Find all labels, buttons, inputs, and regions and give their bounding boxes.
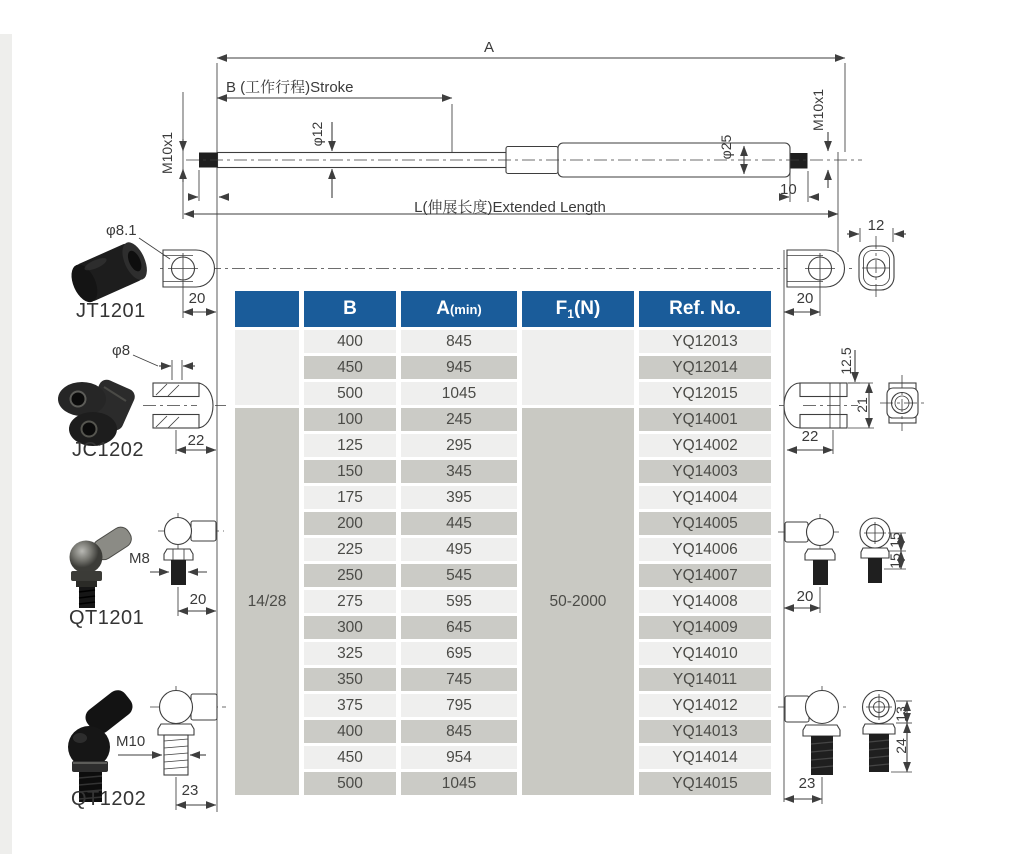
jt1201-dim-20-right: 20 bbox=[796, 290, 814, 307]
qt1202-dim-23-right: 23 bbox=[798, 775, 816, 792]
dim-a-label: A bbox=[484, 39, 495, 56]
cell-ref: YQ14014 bbox=[639, 746, 771, 769]
col-header-2: A(min) bbox=[401, 291, 517, 327]
col-header-3: $F_1(N)$ bbox=[522, 291, 634, 327]
cell-amin: 245 bbox=[401, 408, 517, 431]
dim-m10x1-right-label: M10x1 bbox=[810, 88, 826, 132]
cell-ref: YQ14006 bbox=[639, 538, 771, 561]
cell-b: 400 bbox=[304, 720, 396, 743]
jc1202-left-drawing bbox=[133, 355, 226, 454]
dim-phi25-label: φ25 bbox=[718, 134, 734, 160]
dim-extended-length-label: L(伸展长度)Extended Length bbox=[414, 199, 606, 216]
qt1201-dim-15-b: 15 bbox=[887, 553, 903, 569]
cell-b: 500 bbox=[304, 382, 396, 405]
cell-ref: YQ12013 bbox=[639, 330, 771, 353]
cell-ref: YQ14010 bbox=[639, 642, 771, 665]
cell-ref: YQ14012 bbox=[639, 694, 771, 717]
cell-ref: YQ14013 bbox=[639, 720, 771, 743]
cell-amin: 945 bbox=[401, 356, 517, 379]
col-header-0 bbox=[235, 291, 299, 327]
f1-cell bbox=[522, 330, 634, 405]
col-header-1: B bbox=[304, 291, 396, 327]
table-row bbox=[235, 642, 771, 665]
table-row bbox=[235, 564, 771, 587]
cell-ref: YQ14005 bbox=[639, 512, 771, 535]
jc1202-dim-22-left: 22 bbox=[187, 432, 205, 449]
spec-table-body bbox=[235, 330, 771, 795]
dim-phi81-label: φ8.1 bbox=[106, 222, 137, 239]
table-row bbox=[235, 434, 771, 457]
cell-b: 450 bbox=[304, 746, 396, 769]
table-row bbox=[235, 720, 771, 743]
cell-ref: YQ14007 bbox=[639, 564, 771, 587]
cell-ref: YQ14001 bbox=[639, 408, 771, 431]
table-row bbox=[235, 330, 771, 353]
qt1201-dim-20-right: 20 bbox=[796, 588, 814, 605]
cell-b: 300 bbox=[304, 616, 396, 639]
qt1201-dim-15-a: 15 bbox=[887, 532, 903, 548]
cell-amin: 495 bbox=[401, 538, 517, 561]
cell-ref: YQ14015 bbox=[639, 772, 771, 795]
dim-b-stroke-label: B (工作行程)Stroke bbox=[226, 79, 354, 96]
cell-amin: 345 bbox=[401, 460, 517, 483]
cell-b: 325 bbox=[304, 642, 396, 665]
jc1202-dim-21: 21 bbox=[854, 397, 870, 413]
cell-amin: 845 bbox=[401, 330, 517, 353]
cell-b: 200 bbox=[304, 512, 396, 535]
group-cell: 14/28 bbox=[235, 408, 299, 795]
cell-b: 100 bbox=[304, 408, 396, 431]
cell-b: 250 bbox=[304, 564, 396, 587]
cell-ref: YQ14003 bbox=[639, 460, 771, 483]
jc1202-dim-22-right: 22 bbox=[801, 428, 819, 445]
cell-b: 500 bbox=[304, 772, 396, 795]
cell-ref: YQ14008 bbox=[639, 590, 771, 613]
dim-m8-label: M8 bbox=[129, 550, 150, 567]
jc1202-photo bbox=[58, 377, 137, 446]
cell-amin: 695 bbox=[401, 642, 517, 665]
cell-b: 375 bbox=[304, 694, 396, 717]
table-row bbox=[235, 772, 771, 795]
cell-b: 275 bbox=[304, 590, 396, 613]
qt1201-dim-20-left: 20 bbox=[189, 591, 207, 608]
table-row bbox=[235, 668, 771, 691]
col-header-4: Ref. No. bbox=[639, 291, 771, 327]
f1-cell: 50-2000 bbox=[522, 408, 634, 795]
cell-b: 125 bbox=[304, 434, 396, 457]
group-cell bbox=[235, 330, 299, 405]
spec-table bbox=[230, 288, 776, 798]
dim-phi12-label: φ12 bbox=[309, 121, 325, 147]
qt1201-part-label: QT1201 bbox=[69, 607, 145, 629]
cell-ref: YQ12014 bbox=[639, 356, 771, 379]
cell-b: 225 bbox=[304, 538, 396, 561]
dim-10-label: 10 bbox=[780, 181, 797, 198]
dim-m10x1-left-label: M10x1 bbox=[159, 131, 175, 175]
jt1201-photo bbox=[66, 239, 152, 306]
cell-ref: YQ14009 bbox=[639, 616, 771, 639]
cell-b: 150 bbox=[304, 460, 396, 483]
table-row bbox=[235, 356, 771, 379]
jt1201-dim-12-side: 12 bbox=[867, 217, 885, 234]
cell-amin: 595 bbox=[401, 590, 517, 613]
spec-table-header bbox=[235, 291, 771, 327]
cell-amin: 295 bbox=[401, 434, 517, 457]
cell-amin: 395 bbox=[401, 486, 517, 509]
cell-amin: 545 bbox=[401, 564, 517, 587]
jc1202-part-label: JC1202 bbox=[72, 439, 144, 461]
jt1201-dim-20-left: 20 bbox=[188, 290, 206, 307]
table-row bbox=[235, 538, 771, 561]
cell-amin: 845 bbox=[401, 720, 517, 743]
cell-ref: YQ14011 bbox=[639, 668, 771, 691]
table-row bbox=[235, 486, 771, 509]
qt1202-dim-13: 13 bbox=[893, 706, 909, 722]
cell-amin: 645 bbox=[401, 616, 517, 639]
qt1202-dim-24: 24 bbox=[893, 738, 909, 754]
cell-amin: 795 bbox=[401, 694, 517, 717]
cell-amin: 745 bbox=[401, 668, 517, 691]
table-row bbox=[235, 512, 771, 535]
table-row bbox=[235, 694, 771, 717]
table-row bbox=[235, 460, 771, 483]
cell-amin: 1045 bbox=[401, 772, 517, 795]
qt1201-photo bbox=[70, 524, 135, 608]
jc1202-dim-125: 12.5 bbox=[838, 347, 854, 375]
table-row bbox=[235, 382, 771, 405]
cell-b: 350 bbox=[304, 668, 396, 691]
qt1202-part-label: QT1202 bbox=[71, 788, 147, 810]
table-row bbox=[235, 746, 771, 769]
cell-amin: 445 bbox=[401, 512, 517, 535]
cell-amin: 954 bbox=[401, 746, 517, 769]
table-row bbox=[235, 408, 771, 431]
cell-amin: 1045 bbox=[401, 382, 517, 405]
cell-ref: YQ14002 bbox=[639, 434, 771, 457]
cell-b: 175 bbox=[304, 486, 396, 509]
table-row bbox=[235, 590, 771, 613]
cell-ref: YQ12015 bbox=[639, 382, 771, 405]
dim-m10-label: M10 bbox=[116, 733, 146, 750]
cell-ref: YQ14004 bbox=[639, 486, 771, 509]
cell-b: 400 bbox=[304, 330, 396, 353]
table-row bbox=[235, 616, 771, 639]
cell-b: 450 bbox=[304, 356, 396, 379]
qt1202-dim-23-left: 23 bbox=[181, 782, 199, 799]
jt1201-part-label: JT1201 bbox=[76, 300, 146, 322]
dim-phi8-label: φ8 bbox=[112, 342, 131, 359]
